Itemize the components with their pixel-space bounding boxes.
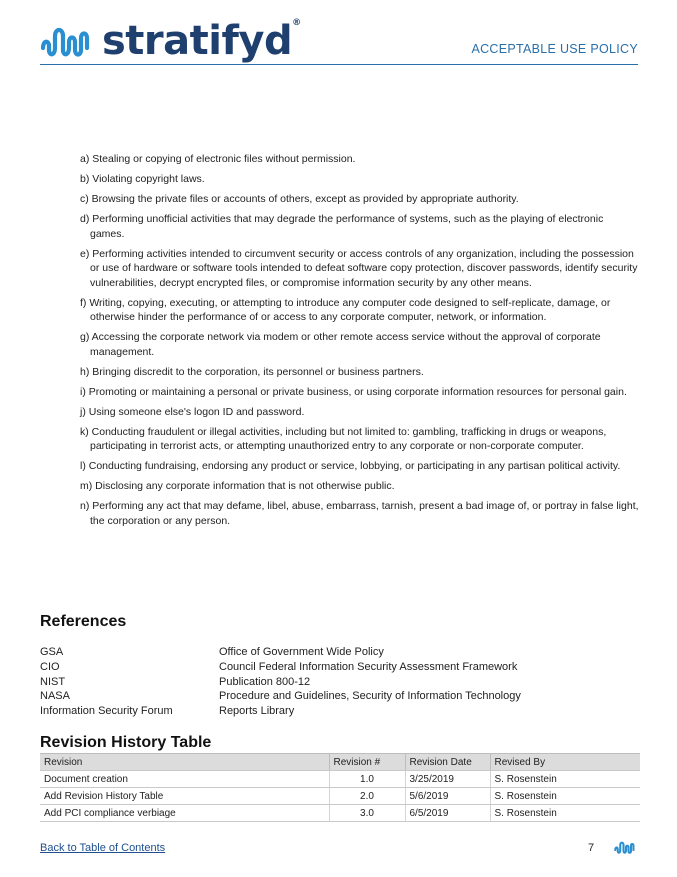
revision-cell: Add Revision History Table (40, 788, 329, 805)
list-item: h) Bringing discredit to the corporation, its personnel or business partners. (80, 365, 424, 378)
header-divider (40, 64, 638, 65)
list-item: m) Disclosing any corporate information that is not otherwise public. (80, 480, 395, 492)
brand-name: stratifyd® (102, 18, 301, 64)
revision-date-cell: 5/6/2019 (405, 788, 490, 805)
list-item: a) Stealing or copying of electronic files without permission. (80, 153, 356, 165)
list-item: j) Using someone else's logon ID and password. (80, 405, 305, 418)
reference-row (40, 645, 640, 660)
list-item: g) Accessing the corporate network via modem or other remote access service without the approval of corporate management. (80, 331, 601, 358)
list-item: f) Writing, copying, executing, or attempting to introduce any computer code designed to self-replicate, damage, or otherwise hinder the performance of or access to any corporate computer, network, or information. (80, 296, 611, 323)
table-row (40, 771, 640, 788)
revised-by-cell: S. Rosenstein (490, 771, 640, 788)
reference-key: NIST (40, 675, 66, 688)
list-item: b) Violating copyright laws. (80, 173, 205, 185)
page-number: 7 (588, 842, 595, 854)
list-item: e) Performing activities intended to circumvent security or access controls of any organization, including the possession or use of hardware or software tools intended to defeat software copy protection, discover passwords, identify security vulnerabilities, decrypt encrypted files, or compromise information security by any other means. (80, 247, 638, 289)
reference-row (40, 675, 640, 690)
references-heading: References (40, 613, 127, 630)
back-to-toc-link[interactable]: Back to Table of Contents (40, 842, 166, 854)
list-item: k) Conducting fraudulent or illegal activities, including but not limited to: gambling, trafficking in drugs or weapons, participating in terrorist acts, or attempting unauthorized entry to any corporate or non-corporate computer. (80, 425, 607, 452)
reference-key: NASA (40, 690, 70, 703)
table-row (40, 805, 640, 822)
table-row (40, 788, 640, 805)
reference-row (40, 689, 640, 704)
policy-list (80, 152, 640, 534)
reference-row (40, 660, 640, 675)
revision-cell: Add PCI compliance verbiage (40, 805, 329, 822)
reference-value: Office of Government Wide Policy (219, 646, 384, 658)
reference-row (40, 704, 640, 719)
document-title: ACCEPTABLE USE POLICY (471, 42, 638, 56)
reference-value: Council Federal Information Security Assessment Framework (219, 660, 518, 673)
reference-value: Procedure and Guidelines, Security of Information Technology (219, 690, 521, 703)
revised-by-cell: S. Rosenstein (490, 788, 640, 805)
reference-value: Publication 800-12 (219, 675, 311, 688)
brand-logo (40, 18, 301, 68)
page-header (40, 18, 638, 68)
table-header-row (40, 754, 640, 771)
references-list (40, 645, 640, 719)
list-item: i) Promoting or maintaining a personal or private business, or using corporate information resources for personal gain. (80, 385, 627, 398)
column-header: Revision (40, 754, 329, 771)
revision-number-cell: 3.0 (329, 805, 405, 822)
revision-cell: Document creation (40, 771, 329, 788)
revised-by-cell: S. Rosenstein (490, 805, 640, 822)
column-header: Revision Date (405, 754, 490, 771)
waveform-icon (614, 840, 638, 856)
list-item: c) Browsing the private files or accounts of others, except as provided by appropriate authority. (80, 193, 519, 205)
revision-date-cell: 6/5/2019 (405, 805, 490, 822)
revision-number-cell: 1.0 (329, 771, 405, 788)
waveform-icon (40, 26, 98, 60)
column-header: Revised By (490, 754, 640, 771)
reference-value: Reports Library (219, 705, 295, 718)
revision-heading: Revision History Table (40, 734, 212, 751)
reference-key: Information Security Forum (40, 705, 173, 718)
reference-key: CIO (40, 660, 60, 673)
list-item: n) Performing any act that may defame, libel, abuse, embarrass, tarnish, present a bad image of, or portray in false light, the corporation or any person. (80, 500, 639, 527)
reference-key: GSA (40, 646, 64, 658)
list-item: d) Performing unofficial activities that may degrade the performance of systems, such as the playing of electronic games. (80, 213, 604, 240)
revision-table (40, 753, 640, 822)
list-item: l) Conducting fundraising, endorsing any product or service, lobbying, or participating in any partisan political activity. (80, 460, 621, 472)
revision-date-cell: 3/25/2019 (405, 771, 490, 788)
revision-number-cell: 2.0 (329, 788, 405, 805)
column-header: Revision # (329, 754, 405, 771)
